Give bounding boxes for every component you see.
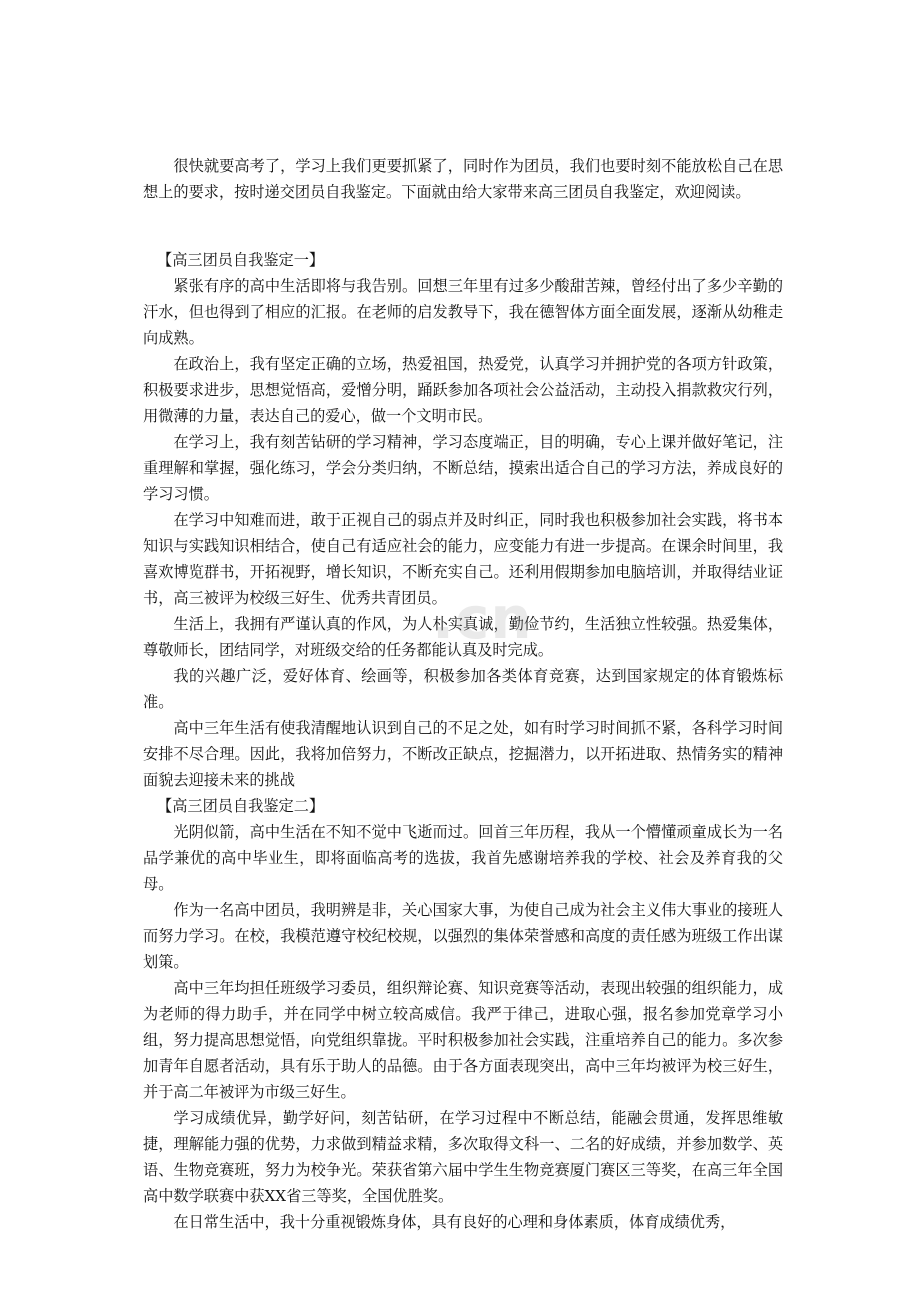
paragraph: 在学习上，我有刻苦钻研的学习精神，学习态度端正，目的明确，专心上课并做好笔记，注重理解和掌握，强化练习，学会分类归纳，不断总结，摸索出适合自己的学习方法，养成良好的学习习惯。 bbox=[143, 433, 783, 503]
paragraph: 生活上，我拥有严谨认真的作风，为人朴实真诚，勤俭节约，生活独立性较强。热爱集体，尊敬师长，团结同学，对班级交给的任务都能认真及时完成。 bbox=[143, 615, 783, 659]
paragraph: 在日常生活中，我十分重视锻炼身体，具有良好的心理和身体素质，体育成绩优秀， bbox=[173, 1213, 736, 1231]
document-body bbox=[143, 153, 783, 1235]
section-1-heading: 【高三团员自我鉴定一】 bbox=[157, 251, 325, 269]
paragraph: 在学习中知难而进，敢于正视自己的弱点并及时纠正，同时我也积极参加社会实践，将书本知识与实践知识相结合，使自己有适应社会的能力，应变能力有进一步提高。在课余时间里，我喜欢博览群书，开拓视野，增长知识，不断充实自己。还利用假期参加电脑培训，并取得结业证书，高三被评为校级三好生、优秀共青团员。 bbox=[143, 511, 783, 607]
paragraph: 紧张有序的高中生活即将与我告别。回想三年里有过多少酸甜苦辣，曾经付出了多少辛勤的汗水，但也得到了相应的汇报。在老师的启发教导下，我在德智体方面全面发展，逐渐从幼稚走向成熟。 bbox=[143, 277, 783, 347]
section-1 bbox=[143, 247, 783, 793]
paragraph: 我的兴趣广泛，爱好体育、绘画等，积极参加各类体育竞赛，达到国家规定的体育锻炼标准。 bbox=[143, 667, 783, 711]
section-2 bbox=[143, 793, 783, 1235]
paragraph: 光阴似箭，高中生活在不知不觉中飞逝而过。回首三年历程，我从一个懵懂顽童成长为一名品学兼优的高中毕业生，即将面临高考的选拔，我首先感谢培养我的学校、社会及养育我的父母。 bbox=[143, 823, 783, 893]
intro-paragraph: 很快就要高考了，学习上我们更要抓紧了，同时作为团员，我们也要时刻不能放松自己在思想上的要求，按时递交团员自我鉴定。下面就由给大家带来高三团员自我鉴定，欢迎阅读。 bbox=[143, 157, 783, 201]
paragraph: 高中三年生活有使我清醒地认识到自己的不足之处，如有时学习时间抓不紧，各科学习时间安排不尽合理。因此，我将加倍努力，不断改正缺点，挖掘潜力，以开拓进取、热情务实的精神面貌去迎接未来的挑战 bbox=[143, 719, 783, 789]
paragraph: 学习成绩优异，勤学好问，刻苦钻研，在学习过程中不断总结，能融会贯通，发挥思维敏捷，理解能力强的优势，力求做到精益求精，多次取得文科一、二名的好成绩，并参加数学、英语、生物竞赛班，努力为校争光。荣获省第六届中学生生物竞赛厦门赛区三等奖，在高三年全国高中数学联赛中获XX省三等奖，全国优胜奖。 bbox=[143, 1109, 783, 1205]
watermark: .cn bbox=[432, 584, 533, 652]
section-2-heading: 【高三团员自我鉴定二】 bbox=[157, 797, 325, 815]
paragraph: 作为一名高中团员，我明辨是非，关心国家大事，为使自己成为社会主义伟大事业的接班人而努力学习。在校，我模范遵守校纪校规，以强烈的集体荣誉感和高度的责任感为班级工作出谋划策。 bbox=[143, 901, 783, 971]
paragraph: 高中三年均担任班级学习委员，组织辩论赛、知识竞赛等活动，表现出较强的组织能力，成为老师的得力助手，并在同学中树立较高威信。我严于律己，进取心强，报名参加党章学习小组，努力提高思想觉悟，向党组织靠拢。平时积极参加社会实践，注重培养自己的能力。多次参加青年自愿者活动，具有乐于助人的品德。由于各方面表现突出，高中三年均被评为校三好生，并于高二年被评为市级三好生。 bbox=[143, 979, 783, 1101]
paragraph: 在政治上，我有坚定正确的立场，热爱祖国，热爱党，认真学习并拥护党的各项方针政策，积极要求进步，思想觉悟高，爱憎分明，踊跃参加各项社会公益活动，主动投入捐款救灾行列，用微薄的力量，表达自己的爱心，做一个文明市民。 bbox=[143, 355, 783, 425]
